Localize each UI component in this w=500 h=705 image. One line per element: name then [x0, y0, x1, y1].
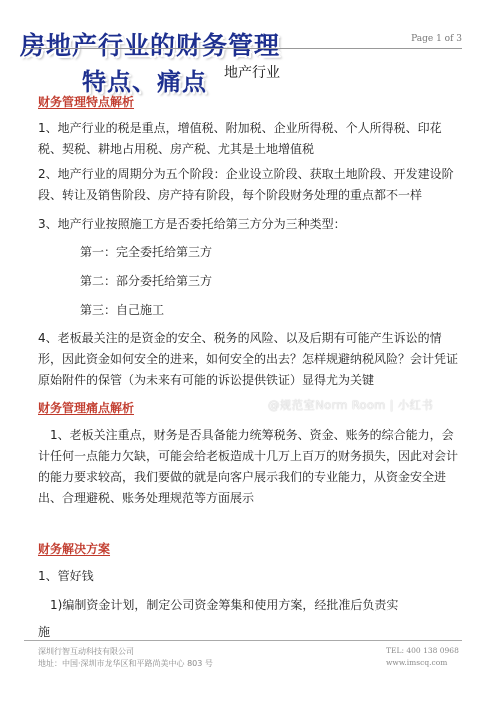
section-heading-features: 财务管理特点解析 [38, 95, 135, 109]
pain-point-text: 1、老板关注重点，财务是否具备能力统筹税务、资金、账务的综合能力，会计任何一点能力欠缺，可能会给老板造成十几万上百万的财务损失，因此对会计的能力要求较高，我们要做的就是向客户展示我们的专业能力，从资金安全进出、合理避税、账务处理规范等方面展示 [38, 428, 459, 505]
feature-item-2: 2、地产行业的周期分为五个阶段：企业设立阶段、获取土地阶段、开发建设阶段、转让及销售阶段、房产持有阶段，每个阶段财务处理的重点都不一样 [38, 167, 454, 202]
document-title: 房地产行业的财务管理 [20, 31, 281, 60]
section-heading-solutions: 财务解决方案 [38, 542, 111, 556]
footer-website: www.imscq.com [386, 658, 448, 667]
header-divider [24, 48, 462, 49]
solution-item-2-continued: 施 [38, 625, 51, 639]
feature-item-4: 4、老板最关注的是资金的安全、税务的风险、以及后期有可能产生诉讼的情形，因此资金如何安全的进来，如何安全的出去？怎样规避纳税风险？会计凭证原始附件的保管（为未来有可能的诉讼提供铁证）显得尤为关键 [38, 331, 459, 387]
construction-type-3: 第三：自己施工 [80, 303, 165, 317]
footer-company: 深圳行智互动科技有限公司 [38, 647, 134, 656]
construction-type-1: 第一：完全委托给第三方 [80, 245, 213, 259]
construction-type-2: 第二：部分委托给第三方 [80, 274, 213, 288]
page-number: Page 1 of 3 [411, 34, 462, 44]
footer-tel: TEL: 400 138 0968 [386, 646, 459, 655]
solution-item-2: 1)编制资金计划，制定公司资金筹集和使用方案，经批准后负责实 [50, 598, 399, 612]
feature-item-3: 3、地产行业按照施工方是否委托给第三方分为三种类型： [38, 217, 346, 231]
watermark: @规范室Norm Room | 小红书 [268, 398, 434, 412]
document-subtitle: 特点、痛点 [82, 68, 207, 96]
industry-label: 地产行业 [224, 65, 280, 81]
feature-item-1: 1、地产行业的税是重点，增值税、附加税、企业所得税、个人所得税、印花税、契税、耕地占用税、房产税、尤其是土地增值税 [38, 121, 442, 156]
footer-address: 地址：中国·深圳市龙华区和平路尚美中心 803 号 [38, 659, 213, 668]
solution-item-1: 1、管好钱 [38, 569, 94, 583]
footer-divider [24, 640, 462, 641]
section-heading-pain-points: 财务管理痛点解析 [38, 401, 135, 415]
